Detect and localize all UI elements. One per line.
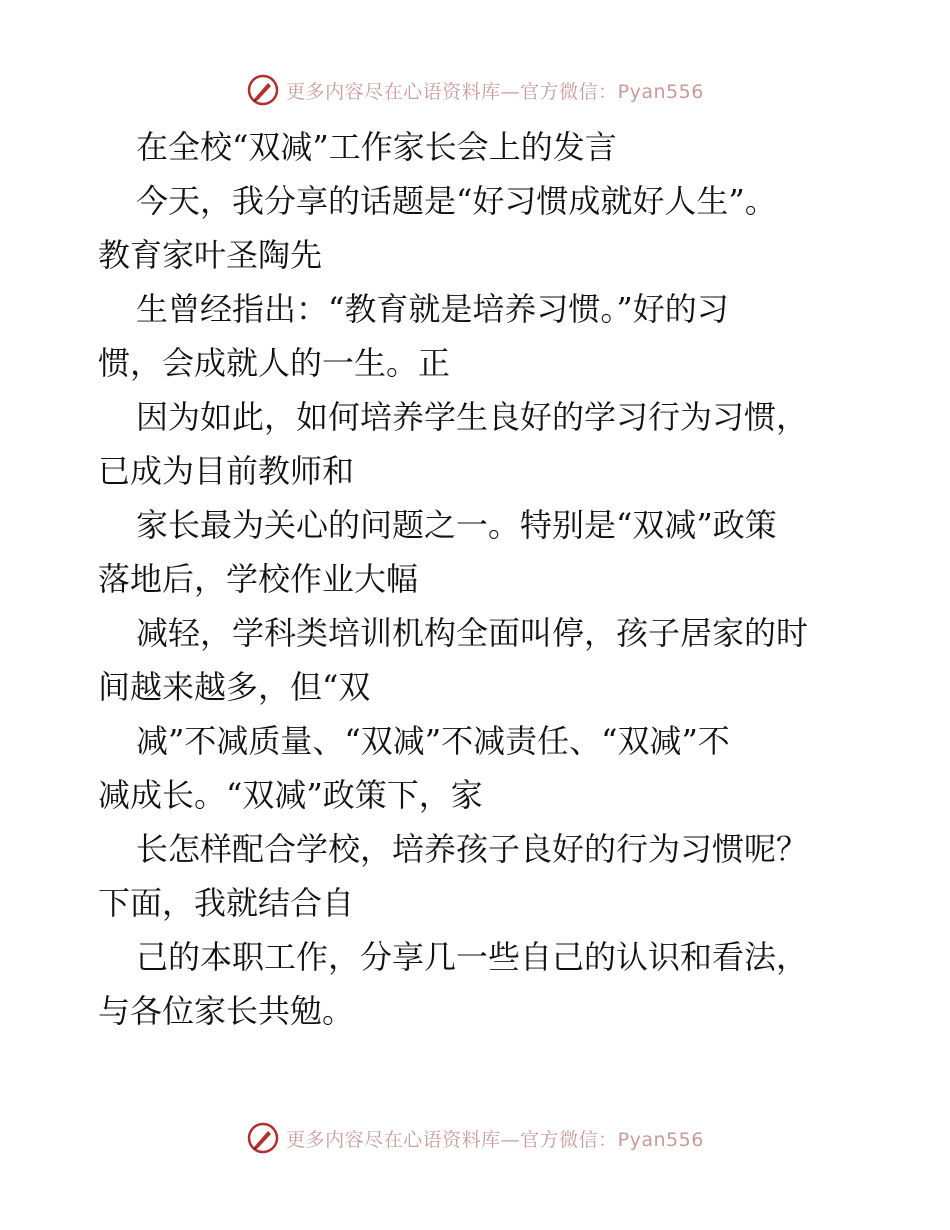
watermark-text: 更多内容尽在心语资料库—官方微信：Pyan556 xyxy=(286,80,704,103)
paragraph-line-3: 因为如此，如何培养学生良好的学习行为习惯， 已成为目前教师和 xyxy=(98,398,809,490)
pen-logo-icon xyxy=(246,73,280,107)
document-body xyxy=(98,120,858,1038)
paragraph-line-2: 生曾经指出：“教育就是培养习惯。”好的习 惯，会成就人的一生。正 xyxy=(98,290,729,382)
paragraph-line-5: 减轻，学科类培训机构全面叫停，孩子居家的时 间越来越多，但“双 xyxy=(98,614,809,706)
watermark-text: 更多内容尽在心语资料库—官方微信：Pyan556 xyxy=(286,1128,704,1151)
paragraph-line-7: 长怎样配合学校，培养孩子良好的行为习惯呢？ 下面，我就结合自 xyxy=(98,830,809,922)
document-title: 在全校“双减”工作家长会上的发言 xyxy=(136,128,617,166)
pen-logo-icon xyxy=(246,1121,280,1155)
paragraph-line-4: 家长最为关心的问题之一。特别是“双减”政策 落地后，学校作业大幅 xyxy=(98,506,777,598)
watermark-footer xyxy=(0,1118,950,1158)
paragraph-line-8: 己的本职工作，分享几一些自己的认识和看法， 与各位家长共勉。 xyxy=(98,938,809,1030)
paragraph-line-6: 减”不减质量、“双减”不减责任、“双减”不 减成长。“双减”政策下，家 xyxy=(98,722,730,814)
watermark-header xyxy=(0,70,950,110)
paragraph-line-1: 今天，我分享的话题是“好习惯成就好人生”。 教育家叶圣陶先 xyxy=(98,182,777,274)
